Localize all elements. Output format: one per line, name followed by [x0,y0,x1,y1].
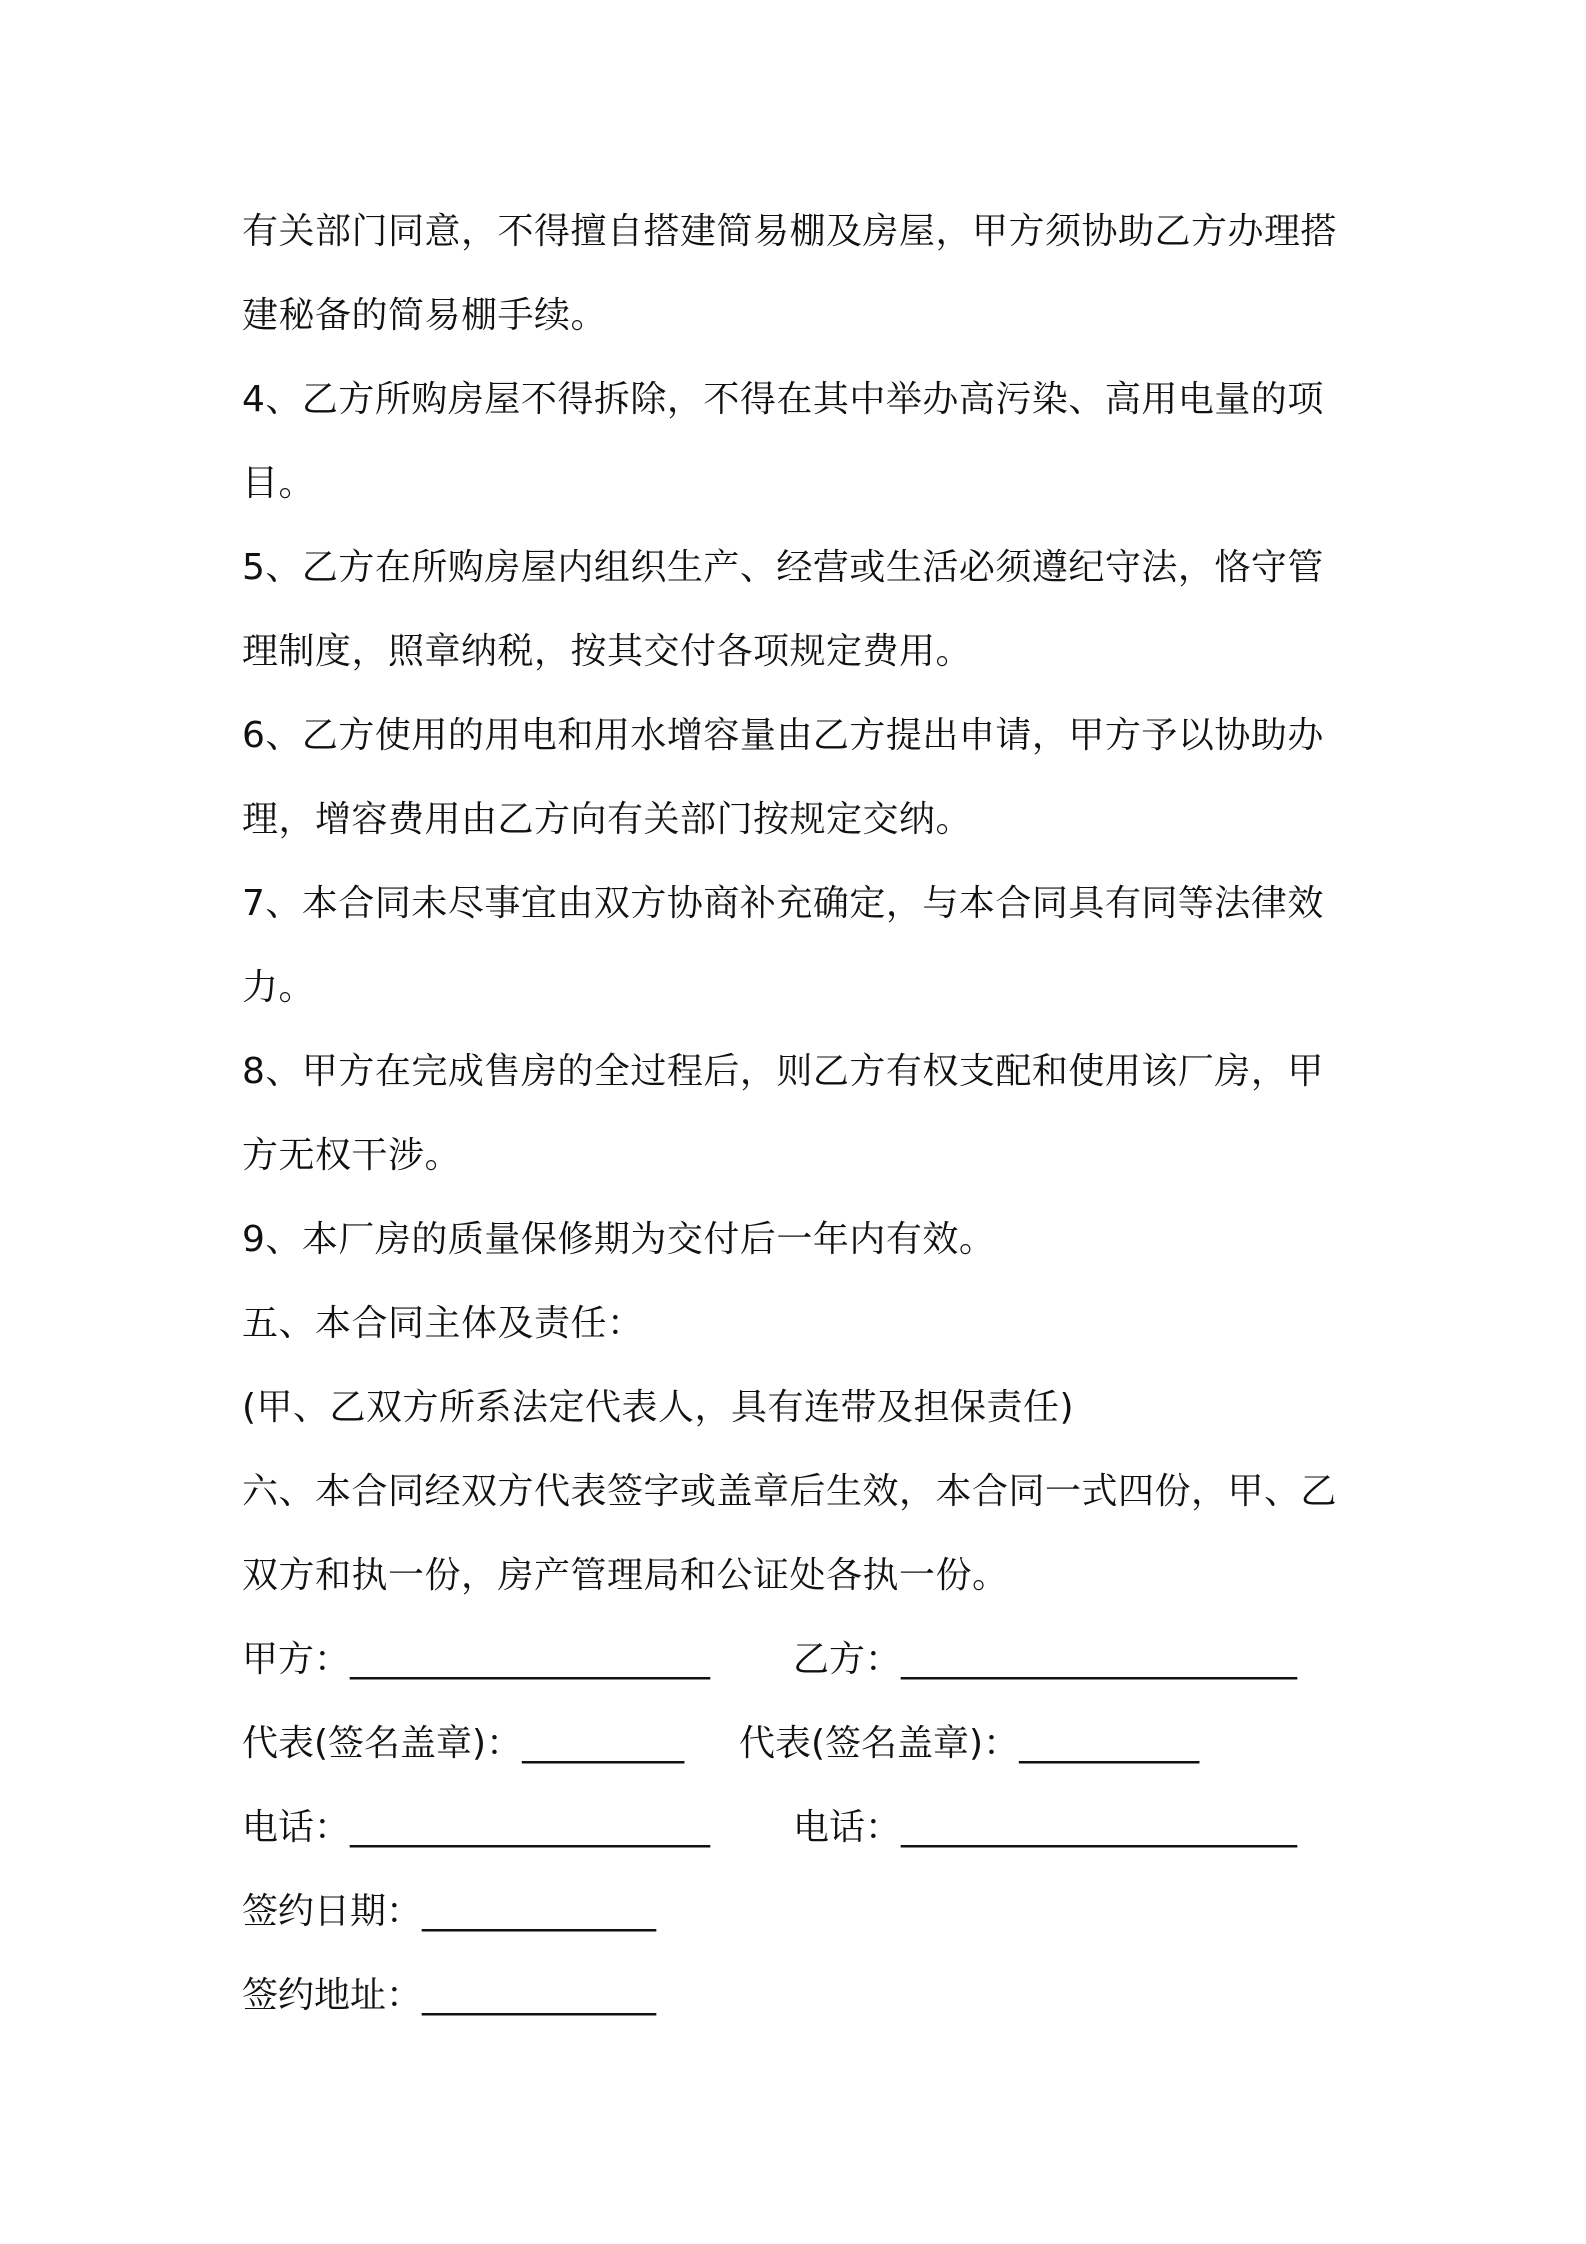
paragraph-line: 方无权干涉。 [242,1135,462,1176]
section-6: 六、本合同经双方代表签字或盖章后生效，本合同一式四份，甲、乙 [242,1471,1338,1512]
party-a-field: 甲方：____________________ [242,1639,711,1680]
clause-7: 7、本合同未尽事宜由双方协商补充确定，与本合同具有同等法律效 [242,883,1324,924]
sign-address-field: 签约地址：_____________ [242,1975,657,2016]
paragraph-line: 力。 [242,967,316,1008]
phone-b-field: 电话：______________________ [793,1807,1298,1848]
clause-8: 8、甲方在完成售房的全过程后，则乙方有权支配和使用该厂房，甲 [242,1051,1324,1092]
clause-5: 5、乙方在所购房屋内组织生产、经营或生活必须遵纪守法，恪守管 [242,547,1324,588]
signature-row-address [242,1954,1362,2038]
paragraph-line: 双方和执一份，房产管理局和公证处各执一份。 [242,1555,1009,1596]
phone-a-field: 电话：____________________ [242,1807,711,1848]
contract-body [242,190,1362,2038]
clause-4: 4、乙方所购房屋不得拆除，不得在其中举办高污染、高用电量的项 [242,379,1324,420]
section-5-note: (甲、乙双方所系法定代表人，具有连带及担保责任) [242,1387,1075,1428]
paragraph-line: 理制度，照章纳税，按其交付各项规定费用。 [242,631,973,672]
rep-a-field: 代表(签名盖章)：_________ [242,1723,685,1764]
paragraph-line: 有关部门同意，不得擅自搭建简易棚及房屋，甲方须协助乙方办理搭 [242,211,1338,252]
section-5-heading: 五、本合同主体及责任： [242,1303,644,1344]
clause-9: 9、本厂房的质量保修期为交付后一年内有效。 [242,1219,996,1260]
signature-row-party [242,1618,1362,1702]
clause-6: 6、乙方使用的用电和用水增容量由乙方提出申请，甲方予以协助办 [242,715,1324,756]
paragraph-line: 建秘备的简易棚手续。 [242,295,608,336]
paragraph-line: 理，增容费用由乙方向有关部门按规定交纳。 [242,799,973,840]
signature-row-phone [242,1786,1362,1870]
signature-row-date [242,1870,1362,1954]
rep-b-field: 代表(签名盖章)：__________ [739,1723,1200,1764]
sign-date-field: 签约日期：_____________ [242,1891,657,1932]
signature-row-rep [242,1702,1362,1786]
party-b-field: 乙方：______________________ [793,1639,1298,1680]
paragraph-line: 目。 [242,463,316,504]
